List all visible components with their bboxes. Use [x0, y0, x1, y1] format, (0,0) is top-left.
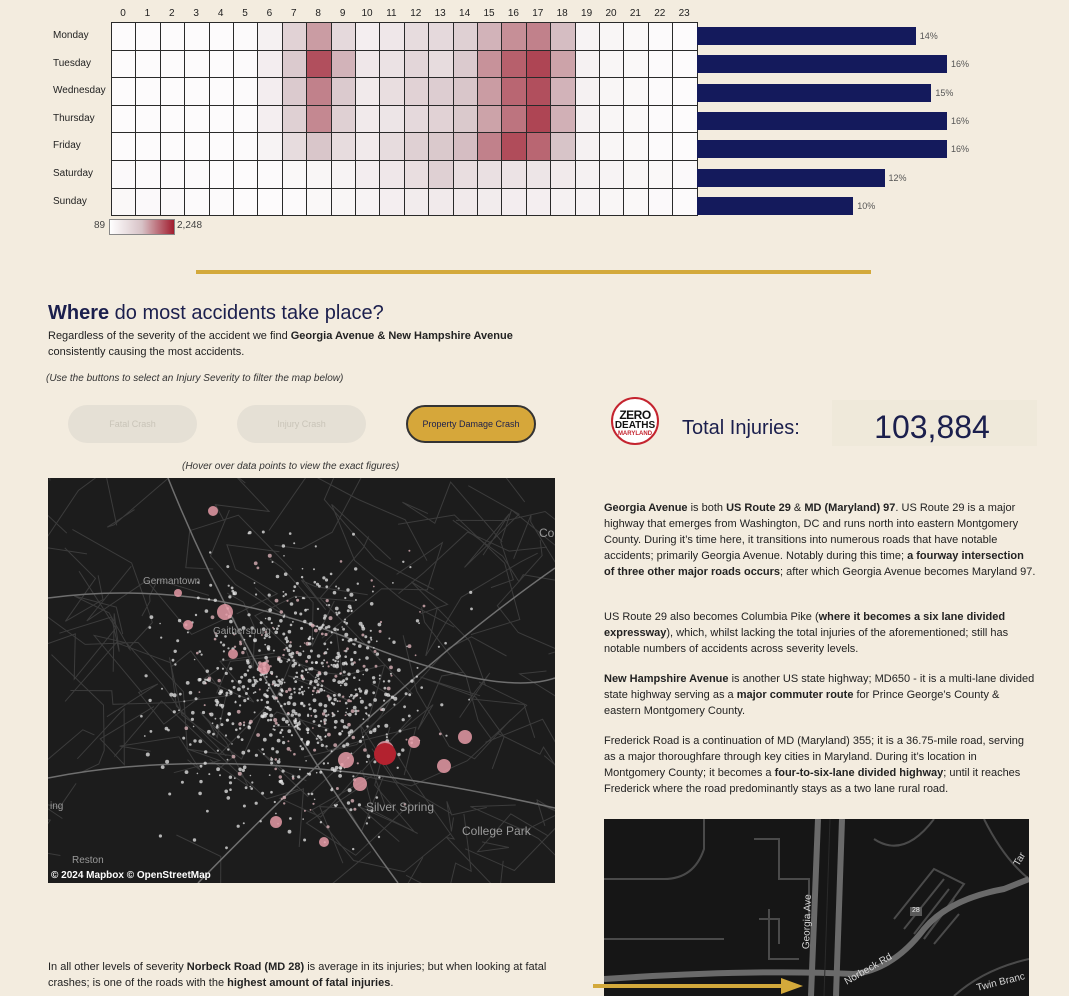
heatmap-cell-monday-11[interactable] — [379, 22, 404, 51]
heatmap-cell-saturday-23[interactable] — [672, 160, 697, 189]
heatmap-cell-friday-8[interactable] — [306, 132, 331, 161]
hour-label-0: 0 — [120, 8, 126, 19]
day-label-friday: Friday — [53, 140, 81, 152]
heatmap-cell-tuesday-5[interactable] — [233, 50, 258, 79]
hour-label-8: 8 — [315, 8, 321, 19]
heatmap-cell-saturday-22[interactable] — [648, 160, 673, 189]
heatmap-cell-monday-22[interactable] — [648, 22, 673, 51]
day-label-monday: Monday — [53, 30, 89, 41]
intersection-map[interactable] — [604, 819, 1029, 996]
heatmap-cell-thursday-8[interactable] — [306, 105, 331, 134]
total-injuries-value: 103,884 — [874, 409, 990, 445]
hour-label-4: 4 — [217, 8, 224, 19]
heatmap-cell-friday-19[interactable] — [575, 132, 600, 161]
map-place-reston: Reston — [72, 855, 104, 866]
pointer-arrow — [593, 977, 803, 995]
hour-label-23: 23 — [678, 8, 690, 19]
heatmap-cell-monday-16[interactable] — [501, 22, 526, 51]
heatmap-cell-tuesday-12[interactable] — [404, 50, 429, 79]
hour-label-17: 17 — [532, 8, 544, 19]
day-label-tuesday: Tuesday — [53, 57, 91, 69]
heatmap-cell-tuesday-23[interactable] — [672, 50, 697, 79]
day-label-saturday: Saturday — [53, 168, 94, 179]
heatmap-cell-sunday-7[interactable] — [282, 188, 307, 217]
heatmap-cell-tuesday-20[interactable] — [599, 50, 624, 79]
heatmap-cell-monday-2[interactable] — [160, 22, 185, 51]
hour-label-14: 14 — [459, 8, 471, 19]
heatmap-cell-tuesday-0[interactable] — [111, 50, 136, 79]
heatmap-cell-friday-15[interactable] — [477, 132, 502, 161]
hour-label-16: 16 — [507, 8, 519, 19]
heatmap-cell-thursday-0[interactable] — [111, 105, 136, 134]
hour-label-19: 19 — [581, 8, 593, 19]
heatmap-cell-sunday-16[interactable] — [501, 188, 526, 217]
hour-label-12: 12 — [410, 8, 422, 19]
heatmap-cell-saturday-1[interactable] — [135, 160, 160, 189]
zero-deaths-maryland-logo: ZERO DEATHS MARYLAND — [611, 397, 659, 445]
heatmap-cell-saturday-19[interactable] — [575, 160, 600, 189]
heatmap-cell-thursday-17[interactable] — [526, 105, 551, 134]
heatmap-cell-tuesday-19[interactable] — [575, 50, 600, 79]
day-label-thursday: Thursday — [53, 112, 95, 124]
heatmap-cell-thursday-10[interactable] — [355, 105, 380, 134]
heatmap-cell-friday-3[interactable] — [184, 132, 209, 161]
heatmap-cell-thursday-13[interactable] — [428, 105, 453, 134]
heatmap-cell-friday-22[interactable] — [648, 132, 673, 161]
heatmap-cell-thursday-4[interactable] — [209, 105, 234, 134]
day-share-bar-6[interactable] — [697, 197, 853, 215]
day-share-label-1: 16% — [951, 59, 970, 70]
hour-label-11: 11 — [386, 8, 397, 19]
heatmap-cell-friday-20[interactable] — [599, 132, 624, 161]
day-share-bar-2[interactable] — [697, 84, 931, 102]
heatmap-cell-friday-16[interactable] — [501, 132, 526, 161]
heatmap-cell-thursday-12[interactable] — [404, 105, 429, 134]
heatmap-cell-sunday-3[interactable] — [184, 188, 209, 217]
filter-hint: (Use the buttons to select an Injury Severity to filter the map below) — [46, 373, 344, 384]
heatmap-cell-friday-18[interactable] — [550, 132, 575, 161]
heatmap-cell-tuesday-15[interactable] — [477, 50, 502, 79]
heatmap-cell-sunday-14[interactable] — [453, 188, 478, 217]
heatmap-cell-thursday-22[interactable] — [648, 105, 673, 134]
heatmap-cell-sunday-0[interactable] — [111, 188, 136, 217]
heatmap-cell-tuesday-7[interactable] — [282, 50, 307, 79]
heatmap-cell-wednesday-10[interactable] — [355, 77, 380, 106]
heatmap-cell-tuesday-9[interactable] — [331, 50, 356, 79]
hour-label-22: 22 — [654, 8, 666, 19]
heatmap-cell-monday-0[interactable] — [111, 22, 136, 51]
map-attribution: © 2024 Mapbox © OpenStreetMap — [51, 870, 211, 881]
heatmap-cell-thursday-6[interactable] — [257, 105, 282, 134]
section-divider — [196, 270, 871, 274]
heatmap-cell-monday-9[interactable] — [331, 22, 356, 51]
heatmap-cell-sunday-8[interactable] — [306, 188, 331, 217]
day-share-bar-0[interactable] — [697, 27, 916, 45]
heatmap-cell-friday-14[interactable] — [453, 132, 478, 161]
heatmap-cell-wednesday-0[interactable] — [111, 77, 136, 106]
heatmap-cell-friday-17[interactable] — [526, 132, 551, 161]
heatmap-cell-sunday-19[interactable] — [575, 188, 600, 217]
day-share-label-6: 10% — [857, 200, 876, 211]
heatmap-cell-monday-12[interactable] — [404, 22, 429, 51]
columbia-pike-paragraph: US Route 29 also becomes Columbia Pike (where it becomes a six lane divided expressway), which, whilst lacking the total injuries of the aforementioned; still has notable numbers of accidents across severity levels. — [604, 611, 1009, 655]
legend-min-label: 89 — [94, 220, 106, 231]
heatmap-cell-monday-20[interactable] — [599, 22, 624, 51]
heatmap-cell-wednesday-11[interactable] — [379, 77, 404, 106]
day-share-label-2: 15% — [935, 87, 954, 98]
heatmap-cell-tuesday-11[interactable] — [379, 50, 404, 79]
hour-label-15: 15 — [483, 8, 495, 19]
heatmap-cell-sunday-9[interactable] — [331, 188, 356, 217]
legend-gradient — [109, 219, 175, 235]
heatmap-cell-thursday-1[interactable] — [135, 105, 160, 134]
heatmap-cell-saturday-18[interactable] — [550, 160, 575, 189]
heatmap-cell-monday-10[interactable] — [355, 22, 380, 51]
heatmap-cell-saturday-7[interactable] — [282, 160, 307, 189]
heatmap-cell-monday-21[interactable] — [623, 22, 648, 51]
hour-label-3: 3 — [193, 8, 199, 19]
heatmap-cell-sunday-18[interactable] — [550, 188, 575, 217]
heatmap-cell-wednesday-19[interactable] — [575, 77, 600, 106]
hour-label-10: 10 — [361, 8, 373, 19]
heatmap-cell-saturday-9[interactable] — [331, 160, 356, 189]
heatmap-cell-friday-4[interactable] — [209, 132, 234, 161]
heatmap-cell-saturday-20[interactable] — [599, 160, 624, 189]
heatmap-cell-friday-7[interactable] — [282, 132, 307, 161]
hour-label-13: 13 — [434, 8, 446, 19]
heatmap-cell-friday-21[interactable] — [623, 132, 648, 161]
hour-label-6: 6 — [266, 8, 273, 19]
day-share-label-3: 16% — [951, 115, 970, 126]
map-place-gaithersburg: Gaithersburg — [213, 626, 271, 637]
heatmap-cell-thursday-18[interactable] — [550, 105, 575, 134]
heatmap-cell-saturday-3[interactable] — [184, 160, 209, 189]
hour-label-18: 18 — [556, 8, 568, 19]
heatmap-cell-monday-5[interactable] — [233, 22, 258, 51]
day-label-sunday: Sunday — [53, 195, 87, 207]
heatmap-cell-monday-6[interactable] — [257, 22, 282, 51]
norbeck-rd-label: Norbeck Rd — [842, 951, 895, 988]
heatmap-cell-sunday-11[interactable] — [379, 188, 404, 217]
heatmap-cell-friday-2[interactable] — [160, 132, 185, 161]
heatmap-cell-wednesday-2[interactable] — [160, 77, 185, 106]
heatmap-cell-thursday-19[interactable] — [575, 105, 600, 134]
frederick-road-paragraph: Frederick Road is a continuation of MD (Maryland) 355; it is a 36.75-mile road, serving as a major thoroughfare through key cities in Maryland. During it’s location in Montgomery County; it becomes a four-to-six-lane divided highway; until it reaches Frederick where the road predominantly stays as a two lane rural road. — [604, 735, 1025, 795]
heatmap-cell-saturday-15[interactable] — [477, 160, 502, 189]
hour-label-9: 9 — [339, 8, 346, 19]
day-share-label-4: 16% — [951, 144, 970, 155]
heatmap-cell-tuesday-8[interactable] — [306, 50, 331, 79]
heatmap-cell-sunday-13[interactable] — [428, 188, 453, 217]
section-intro: Regardless of the severity of the accident we find Georgia Avenue & New Hampshire Avenue consistently causing the most accidents. — [48, 330, 513, 358]
heatmap-cell-sunday-23[interactable] — [672, 188, 697, 217]
heatmap-cell-friday-9[interactable] — [331, 132, 356, 161]
heatmap-cell-monday-23[interactable] — [672, 22, 697, 51]
heatmap-cell-saturday-11[interactable] — [379, 160, 404, 189]
heatmap-cell-wednesday-21[interactable] — [623, 77, 648, 106]
heatmap-cell-monday-3[interactable] — [184, 22, 209, 51]
hour-label-20: 20 — [605, 8, 617, 19]
heatmap-cell-saturday-16[interactable] — [501, 160, 526, 189]
heatmap-cell-wednesday-22[interactable] — [648, 77, 673, 106]
heatmap-cell-tuesday-16[interactable] — [501, 50, 526, 79]
heatmap-cell-monday-4[interactable] — [209, 22, 234, 51]
map-place-college-park: College Park — [462, 824, 531, 838]
intersection-map-canvas — [604, 819, 1029, 996]
heatmap-cell-friday-12[interactable] — [404, 132, 429, 161]
day-share-label-5: 12% — [888, 172, 907, 183]
hour-label-21: 21 — [629, 8, 641, 19]
hover-hint: (Hover over data points to view the exact figures) — [182, 461, 400, 472]
twin-branch-label: Twin Branc — [975, 971, 1027, 994]
day-label-wednesday: Wednesday — [53, 85, 106, 97]
heatmap-cell-wednesday-1[interactable] — [135, 77, 160, 106]
heatmap-cell-thursday-7[interactable] — [282, 105, 307, 134]
heatmap-cell-thursday-14[interactable] — [453, 105, 478, 134]
heatmap-cell-friday-11[interactable] — [379, 132, 404, 161]
heatmap-cell-tuesday-14[interactable] — [453, 50, 478, 79]
heatmap-cell-sunday-6[interactable] — [257, 188, 282, 217]
heatmap-cell-thursday-9[interactable] — [331, 105, 356, 134]
heatmap-cell-wednesday-5[interactable] — [233, 77, 258, 106]
legend-max-label: 2,248 — [177, 220, 203, 231]
day-share-bar-5[interactable] — [697, 169, 885, 187]
heatmap-cell-sunday-4[interactable] — [209, 188, 234, 217]
heatmap-cell-wednesday-16[interactable] — [501, 77, 526, 106]
heatmap-cell-tuesday-4[interactable] — [209, 50, 234, 79]
heatmap-cell-monday-15[interactable] — [477, 22, 502, 51]
heatmap-cell-tuesday-21[interactable] — [623, 50, 648, 79]
map-place-germantown: Germantown — [143, 576, 201, 587]
heatmap-cell-monday-17[interactable] — [526, 22, 551, 51]
heatmap-cell-tuesday-2[interactable] — [160, 50, 185, 79]
heatmap-cell-saturday-2[interactable] — [160, 160, 185, 189]
heatmap-cell-sunday-5[interactable] — [233, 188, 258, 217]
heatmap-cell-monday-8[interactable] — [306, 22, 331, 51]
heatmap-cell-friday-1[interactable] — [135, 132, 160, 161]
heatmap-cell-sunday-1[interactable] — [135, 188, 160, 217]
map-canvas[interactable] — [48, 478, 555, 883]
heatmap-cell-wednesday-12[interactable] — [404, 77, 429, 106]
day-share-bar-3[interactable] — [697, 112, 947, 130]
heatmap-cell-monday-14[interactable] — [453, 22, 478, 51]
accident-map[interactable] — [48, 478, 555, 883]
heatmap-cell-sunday-2[interactable] — [160, 188, 185, 217]
heatmap-cell-wednesday-17[interactable] — [526, 77, 551, 106]
heatmap-cell-tuesday-13[interactable] — [428, 50, 453, 79]
heatmap-cell-tuesday-10[interactable] — [355, 50, 380, 79]
heatmap-cell-thursday-3[interactable] — [184, 105, 209, 134]
day-share-label-0: 14% — [919, 31, 938, 41]
heatmap-cell-tuesday-6[interactable] — [257, 50, 282, 79]
tar-label: Tar — [1011, 850, 1029, 869]
heatmap-cell-saturday-5[interactable] — [233, 160, 258, 189]
heatmap-cell-monday-19[interactable] — [575, 22, 600, 51]
new-hampshire-paragraph: New Hampshire Avenue is another US state highway; MD650 - it is a multi-lane divided state highway serving as a major commuter route for Prince George’s County & eastern Montgomery County. — [604, 673, 1035, 717]
heatmap-cell-saturday-21[interactable] — [623, 160, 648, 189]
hour-label-1: 1 — [144, 8, 151, 19]
heatmap-cell-monday-18[interactable] — [550, 22, 575, 51]
heatmap-cell-saturday-10[interactable] — [355, 160, 380, 189]
total-injuries-label: Total Injuries: — [682, 417, 800, 439]
heatmap-cell-friday-13[interactable] — [428, 132, 453, 161]
heatmap-cell-thursday-5[interactable] — [233, 105, 258, 134]
heatmap-cell-wednesday-9[interactable] — [331, 77, 356, 106]
heatmap-cell-wednesday-13[interactable] — [428, 77, 453, 106]
heatmap-cell-saturday-0[interactable] — [111, 160, 136, 189]
hour-label-2: 2 — [169, 8, 175, 19]
heatmap-cell-wednesday-18[interactable] — [550, 77, 575, 106]
property-damage-crash-button[interactable]: Property Damage Crash — [406, 405, 536, 443]
route-28-shield: 28 — [912, 907, 920, 914]
heatmap-cell-friday-23[interactable] — [672, 132, 697, 161]
heatmap-cell-tuesday-22[interactable] — [648, 50, 673, 79]
heatmap-cell-friday-0[interactable] — [111, 132, 136, 161]
heatmap-cell-monday-1[interactable] — [135, 22, 160, 51]
day-share-bar-4[interactable] — [697, 140, 947, 158]
norbeck-road-paragraph: In all other levels of severity Norbeck Road (MD 28) is average in its injuries; but when looking at fatal crashes; is one of the roads with the highest amount of fatal injuries. — [48, 961, 547, 989]
heatmap-cell-monday-13[interactable] — [428, 22, 453, 51]
heatmap-cell-tuesday-17[interactable] — [526, 50, 551, 79]
heatmap-cell-thursday-21[interactable] — [623, 105, 648, 134]
heatmap-cell-wednesday-3[interactable] — [184, 77, 209, 106]
heatmap-cell-sunday-17[interactable] — [526, 188, 551, 217]
heatmap-cell-wednesday-14[interactable] — [453, 77, 478, 106]
hour-label-7: 7 — [291, 8, 297, 19]
georgia-ave-label: Georgia Ave — [801, 894, 814, 950]
heatmap-cell-saturday-14[interactable] — [453, 160, 478, 189]
heatmap-cell-thursday-20[interactable] — [599, 105, 624, 134]
fatal-crash-button[interactable]: Fatal Crash — [68, 405, 197, 443]
injury-crash-button[interactable]: Injury Crash — [237, 405, 366, 443]
heatmap-cell-saturday-12[interactable] — [404, 160, 429, 189]
hour-label-5: 5 — [242, 8, 248, 19]
heatmap-cell-thursday-16[interactable] — [501, 105, 526, 134]
map-place-ing: ing — [50, 801, 64, 812]
georgia-avenue-paragraph: Georgia Avenue is both US Route 29 & MD (Maryland) 97. US Route 29 is a major highway that emerges from Washington, DC and runs north into eastern Montgomery County. During it’s time here, it transitions into numerous roads that have notable accidents; primarily Georgia Avenue. Notably during this time; a fourway intersection of three other major roads occurs; after which Georgia Avenue becomes Maryland 97. — [604, 502, 1036, 578]
heatmap-cell-sunday-15[interactable] — [477, 188, 502, 217]
map-place-silver-spring: Silver Spring — [366, 800, 435, 814]
heatmap-cell-friday-5[interactable] — [233, 132, 258, 161]
heatmap-cell-saturday-13[interactable] — [428, 160, 453, 189]
heatmap-cell-thursday-15[interactable] — [477, 105, 502, 134]
heatmap-cell-wednesday-8[interactable] — [306, 77, 331, 106]
heatmap-cell-wednesday-4[interactable] — [209, 77, 234, 106]
heatmap-cell-tuesday-3[interactable] — [184, 50, 209, 79]
heatmap-cell-tuesday-18[interactable] — [550, 50, 575, 79]
heatmap-cell-saturday-6[interactable] — [257, 160, 282, 189]
heatmap-cell-sunday-22[interactable] — [648, 188, 673, 217]
heatmap-cell-thursday-2[interactable] — [160, 105, 185, 134]
heatmap-cell-thursday-11[interactable] — [379, 105, 404, 134]
heatmap-cell-wednesday-7[interactable] — [282, 77, 307, 106]
heatmap-cell-friday-6[interactable] — [257, 132, 282, 161]
heatmap-cell-saturday-8[interactable] — [306, 160, 331, 189]
heatmap-cell-sunday-12[interactable] — [404, 188, 429, 217]
heatmap-cell-friday-10[interactable] — [355, 132, 380, 161]
heatmap-cell-sunday-21[interactable] — [623, 188, 648, 217]
heatmap-cell-monday-7[interactable] — [282, 22, 307, 51]
heatmap-cell-sunday-20[interactable] — [599, 188, 624, 217]
heatmap-cell-saturday-17[interactable] — [526, 160, 551, 189]
day-share-bar-1[interactable] — [697, 55, 947, 73]
map-place-columbia: Co — [539, 526, 555, 540]
heatmap-cell-sunday-10[interactable] — [355, 188, 380, 217]
heatmap-cell-saturday-4[interactable] — [209, 160, 234, 189]
heatmap-cell-wednesday-15[interactable] — [477, 77, 502, 106]
heatmap-cell-wednesday-23[interactable] — [672, 77, 697, 106]
heatmap-cell-wednesday-6[interactable] — [257, 77, 282, 106]
heatmap-cell-wednesday-20[interactable] — [599, 77, 624, 106]
heatmap-cell-tuesday-1[interactable] — [135, 50, 160, 79]
section-title: Where do most accidents take place? — [48, 302, 384, 324]
heatmap-cell-thursday-23[interactable] — [672, 105, 697, 134]
